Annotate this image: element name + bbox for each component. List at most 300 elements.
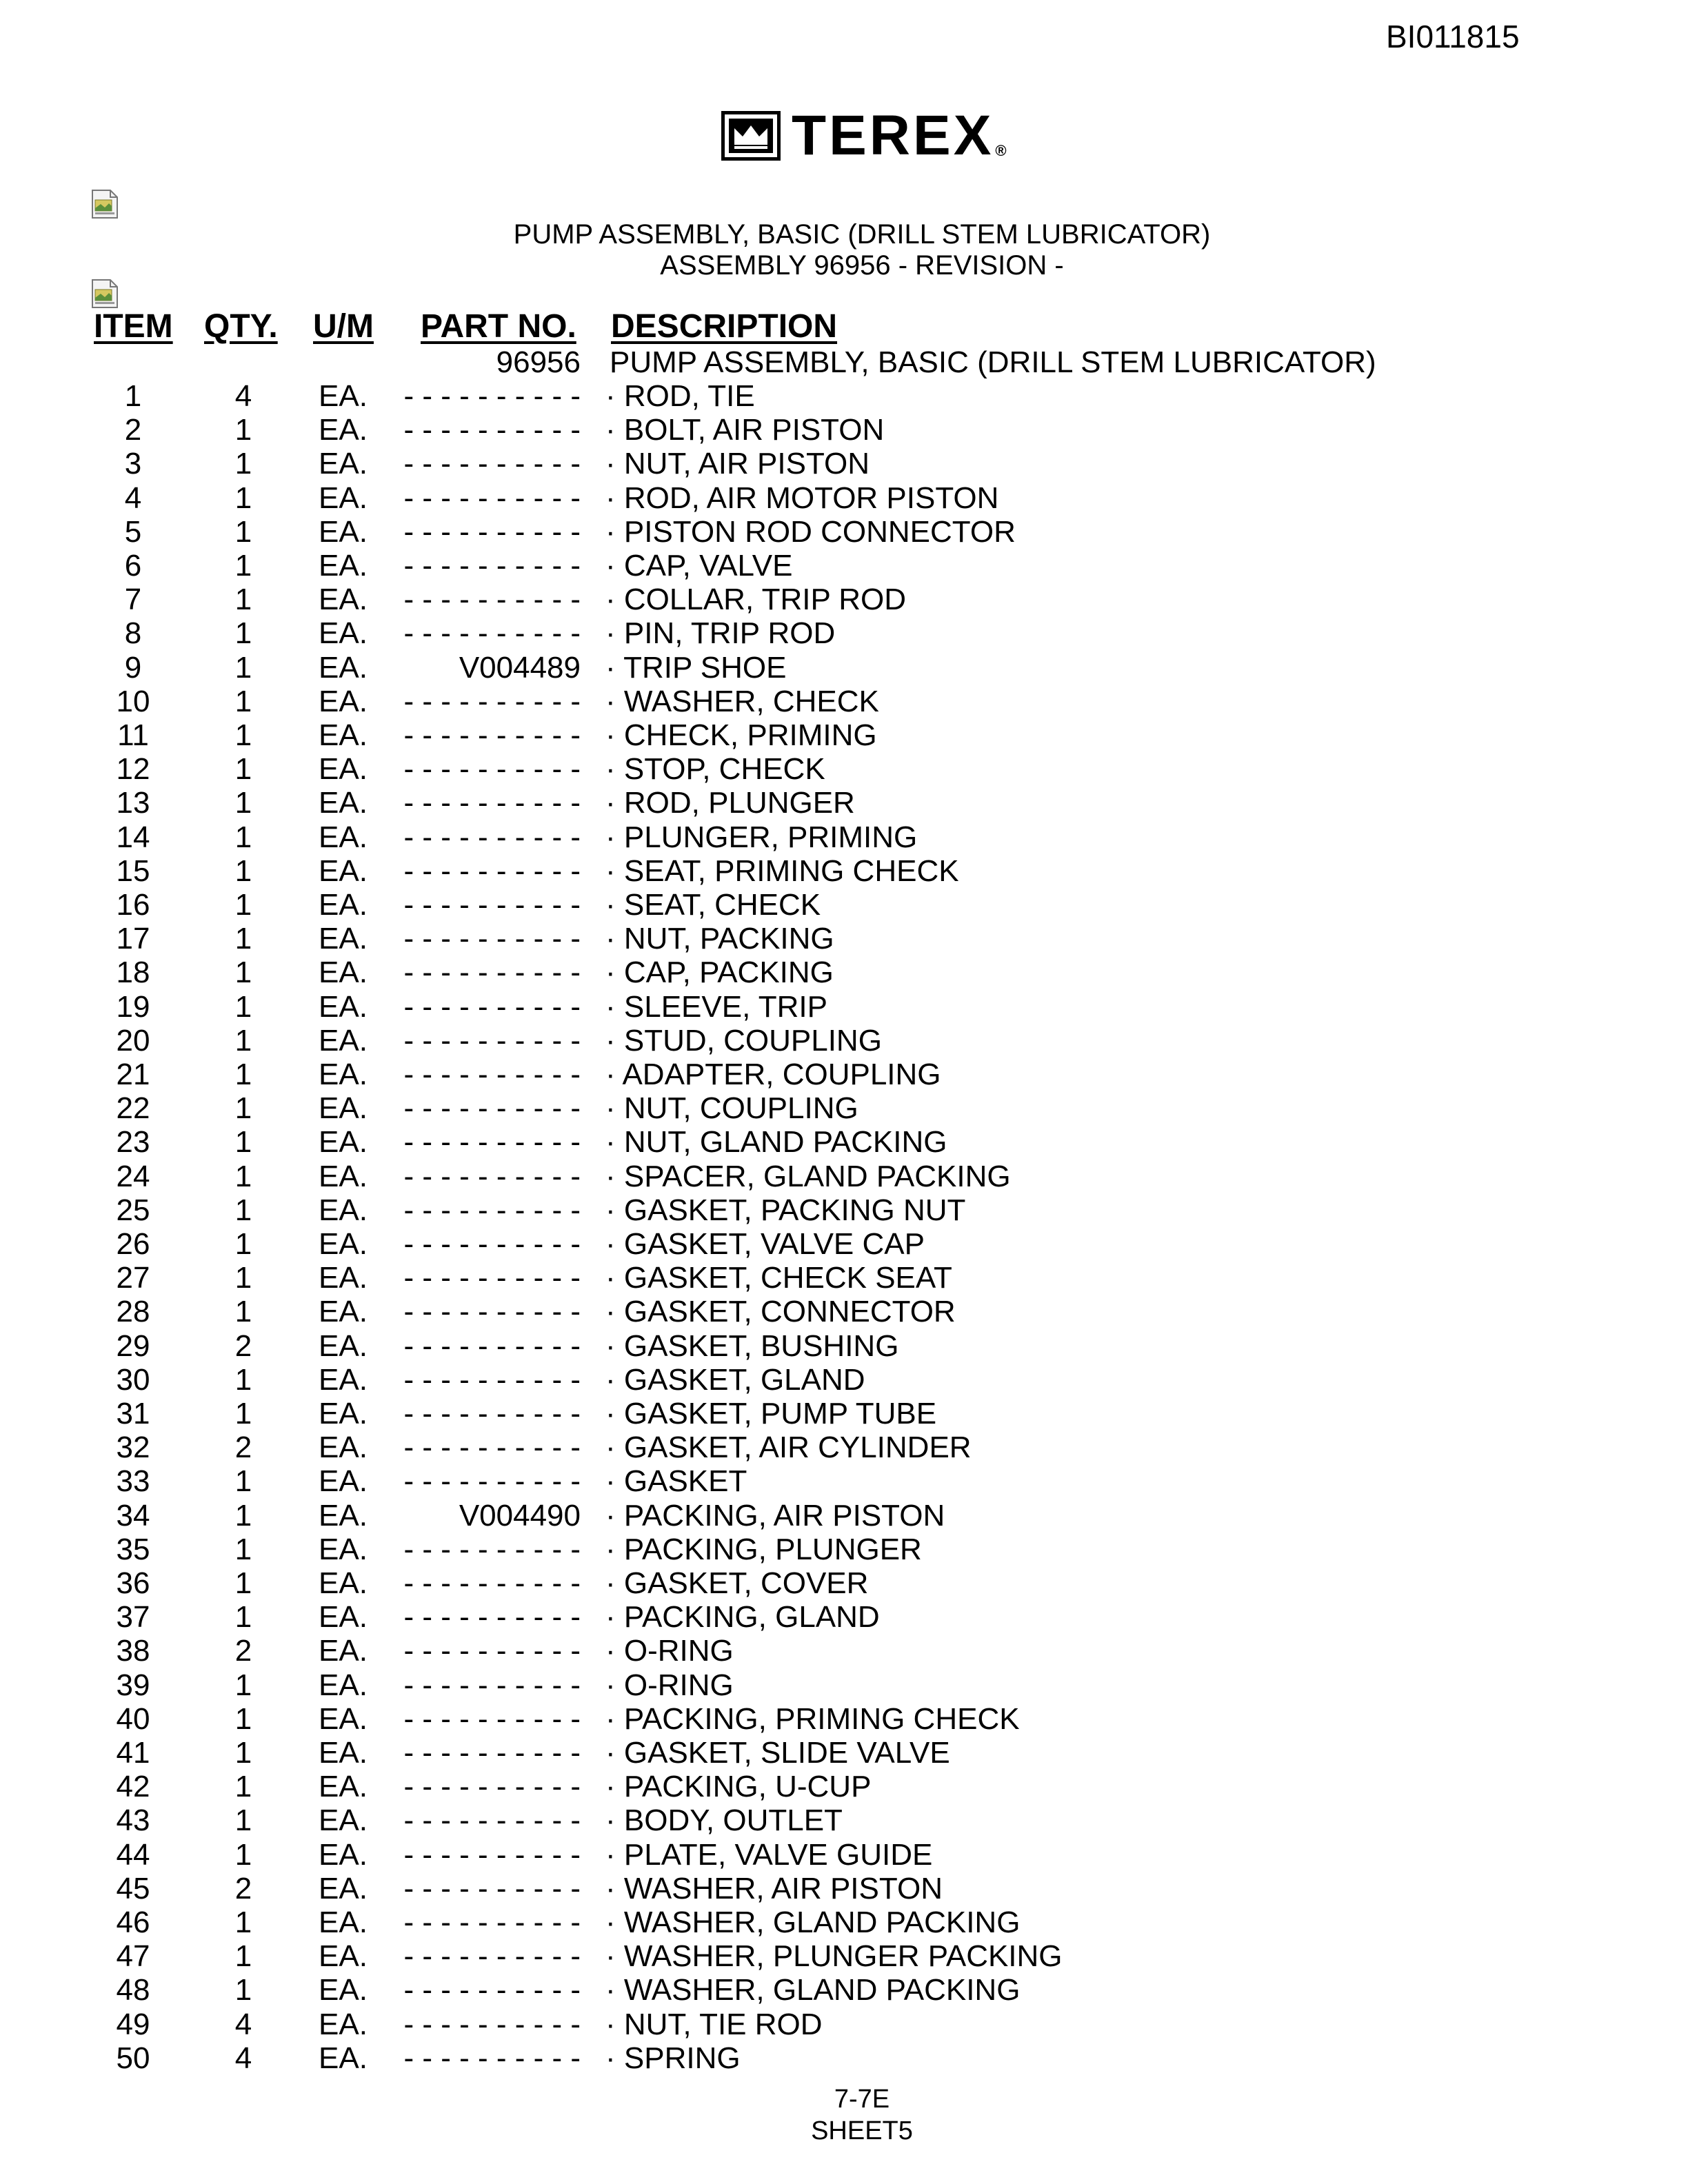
table-row (0, 449, 1688, 483)
table-row (0, 1263, 1688, 1297)
part-no-cell: - - - - - - - - - - (403, 1770, 581, 1804)
part-no-cell: - - - - - - - - - - (403, 1023, 581, 1058)
table-row (0, 1127, 1688, 1161)
table-row (0, 1060, 1688, 1093)
part-no-cell: - - - - - - - - - - (403, 549, 581, 583)
description-cell: · NUT, TIE ROD (605, 2007, 823, 2041)
item-cell: 32 (116, 1430, 150, 1465)
qty-cell: 1 (234, 820, 252, 854)
table-row (0, 1701, 1688, 1738)
um-cell: EA. (319, 1871, 368, 1905)
part-no-cell: - - - - - - - - - - (403, 820, 581, 854)
description-cell: · COLLAR, TRIP ROD (605, 583, 907, 617)
description-cell: · WASHER, GLAND PACKING (605, 1973, 1021, 2008)
description-cell: · SEAT, CHECK (605, 888, 821, 922)
qty-cell: 1 (234, 1668, 252, 1702)
description-cell: · GASKET, PUMP TUBE (605, 1397, 937, 1430)
um-cell: EA. (319, 1464, 368, 1499)
description-cell: · GASKET, CONNECTOR (605, 1295, 956, 1329)
um-cell: EA. (319, 956, 368, 990)
description-cell: · PACKING, AIR PISTON (605, 1498, 945, 1533)
item-cell: 48 (116, 1973, 150, 2008)
um-cell: EA. (319, 1566, 368, 1600)
table-row (0, 1636, 1688, 1670)
table-row (0, 1466, 1688, 1500)
part-no-cell: - - - - - - - - - - (403, 786, 581, 820)
item-cell: 28 (116, 1295, 150, 1329)
qty-cell: 1 (234, 1125, 252, 1160)
item-cell: 46 (116, 1905, 150, 1939)
qty-cell: 1 (234, 718, 252, 752)
item-cell: 14 (116, 820, 150, 854)
part-no-cell: - - - - - - - - - - (403, 1261, 581, 1295)
um-cell: EA. (319, 481, 368, 515)
um-cell: EA. (319, 1837, 368, 1872)
qty-cell: 1 (234, 481, 252, 515)
table-row (0, 1837, 1688, 1874)
um-cell: EA. (319, 718, 368, 752)
table-row (0, 720, 1688, 754)
description-cell: · WASHER, PLUNGER PACKING (605, 1939, 1063, 1974)
description-cell: · ROD, PLUNGER (605, 786, 855, 820)
document-icon[interactable] (91, 189, 119, 219)
description-cell: · STOP, CHECK (605, 752, 825, 787)
part-no-cell: - - - - - - - - - - (403, 1736, 581, 1770)
description-cell: · WASHER, GLAND PACKING (605, 1905, 1021, 1939)
part-no-cell: - - - - - - - - - - (403, 922, 581, 956)
um-cell: EA. (319, 650, 368, 685)
qty-cell: 1 (234, 1227, 252, 1261)
item-cell: 49 (116, 2007, 150, 2041)
qty-cell: 1 (234, 752, 252, 787)
qty-cell: 1 (234, 1261, 252, 1295)
table-row (0, 1772, 1688, 1806)
item-cell: 21 (116, 1058, 150, 1091)
table-row (0, 1568, 1688, 1602)
qty-cell: 1 (234, 1159, 252, 1193)
item-cell: 2 (124, 413, 142, 447)
table-row (0, 1738, 1688, 1772)
brand-name: TEREX (792, 104, 994, 167)
qty-cell: 1 (234, 616, 252, 651)
um-cell: EA. (319, 1532, 368, 1566)
um-cell: EA. (319, 1770, 368, 1804)
qty-cell: 1 (234, 922, 252, 956)
um-cell: EA. (319, 1159, 368, 1193)
part-no-cell: - - - - - - - - - - (403, 1668, 581, 1702)
part-no-cell: - - - - - - - - - - (403, 1193, 581, 1227)
um-cell: EA. (319, 1973, 368, 2008)
page-subtitle: ASSEMBLY 96956 - REVISION - (660, 250, 1064, 281)
item-cell: 31 (116, 1397, 150, 1430)
qty-cell: 1 (234, 1736, 252, 1770)
qty-cell: 1 (234, 1803, 252, 1838)
table-row (0, 684, 1688, 720)
part-no-cell: - - - - - - - - - - (403, 447, 581, 481)
item-cell: 34 (116, 1498, 150, 1533)
um-cell: EA. (319, 1362, 368, 1397)
item-cell: 22 (116, 1091, 150, 1126)
qty-cell: 1 (234, 1532, 252, 1566)
qty-cell: 1 (234, 1091, 252, 1126)
description-cell: · ADAPTER, COUPLING (605, 1058, 941, 1091)
um-cell: EA. (319, 1193, 368, 1227)
qty-cell: 1 (234, 1837, 252, 1872)
item-cell: 4 (124, 481, 142, 515)
um-cell: EA. (319, 1397, 368, 1430)
part-no-cell: - - - - - - - - - - (403, 956, 581, 990)
description-cell: · GASKET, SLIDE VALVE (605, 1736, 950, 1770)
column-header-item: ITEM (94, 308, 173, 345)
description-cell: · O-RING (605, 1634, 734, 1668)
description-cell: · GASKET (605, 1464, 747, 1499)
registered-mark: ® (995, 142, 1007, 159)
part-no-cell: - - - - - - - - - - (403, 1227, 581, 1261)
item-cell: 30 (116, 1362, 150, 1397)
description-cell: · CAP, VALVE (605, 549, 793, 583)
um-cell: EA. (319, 514, 368, 549)
column-header-um: U/M (313, 308, 374, 345)
part-no-cell: - - - - - - - - - - (403, 1328, 581, 1363)
table-row (0, 1670, 1688, 1704)
part-no-cell: - - - - - - - - - - (403, 1125, 581, 1160)
description-cell: · SEAT, PRIMING CHECK (605, 853, 959, 888)
item-cell: 24 (116, 1159, 150, 1193)
um-cell: EA. (319, 820, 368, 854)
qty-cell: 1 (234, 1770, 252, 1804)
table-row (0, 483, 1688, 517)
item-cell: 16 (116, 888, 150, 922)
qty-cell: 1 (234, 853, 252, 888)
qty-cell: 1 (234, 583, 252, 617)
column-header-qty: QTY. (204, 308, 278, 345)
part-no-cell: - - - - - - - - - - (403, 1871, 581, 1905)
part-no-cell: - - - - - - - - - - (403, 379, 581, 413)
um-cell: EA. (319, 853, 368, 888)
um-cell: EA. (319, 1091, 368, 1126)
um-cell: EA. (319, 1634, 368, 1668)
description-cell: · CHECK, PRIMING (605, 718, 877, 752)
description-cell: · GASKET, GLAND (605, 1362, 865, 1397)
part-no-cell: - - - - - - - - - - (403, 1973, 581, 2008)
table-row (0, 1905, 1688, 1941)
description-cell: · SPACER, GLAND PACKING (605, 1159, 1011, 1193)
qty-cell: 1 (234, 1566, 252, 1600)
table-row (0, 1399, 1688, 1433)
description-cell: · GASKET, PACKING NUT (605, 1193, 966, 1227)
item-cell: 45 (116, 1871, 150, 1905)
qty-cell: 1 (234, 888, 252, 922)
qty-cell: 2 (234, 1634, 252, 1668)
table-row (0, 1023, 1688, 1060)
item-cell: 26 (116, 1227, 150, 1261)
part-no-cell: - - - - - - - - - - (403, 1566, 581, 1600)
um-cell: EA. (319, 1227, 368, 1261)
page-number: 7-7E (834, 2085, 890, 2114)
item-cell: 13 (116, 786, 150, 820)
part-no-cell: - - - - - - - - - - (403, 1939, 581, 1974)
item-cell: 18 (116, 956, 150, 990)
qty-cell: 1 (234, 447, 252, 481)
table-row (0, 1362, 1688, 1399)
description-cell: · ROD, AIR MOTOR PISTON (605, 481, 999, 515)
table-row (0, 1093, 1688, 1127)
table-row (0, 2007, 1688, 2043)
um-cell: EA. (319, 1498, 368, 1533)
description-cell: · NUT, COUPLING (605, 1091, 858, 1126)
part-no-cell: - - - - - - - - - - (403, 1159, 581, 1193)
um-cell: EA. (319, 1328, 368, 1363)
table-row (0, 585, 1688, 618)
table-row (0, 1941, 1688, 1975)
description-cell: · O-RING (605, 1668, 734, 1702)
description-cell: · PLATE, VALVE GUIDE (605, 1837, 933, 1872)
table-row (0, 853, 1688, 890)
item-cell: 33 (116, 1464, 150, 1499)
qty-cell: 1 (234, 1464, 252, 1499)
table-row (0, 1328, 1688, 1365)
table-row (0, 1498, 1688, 1535)
part-no-cell: - - - - - - - - - - (403, 1634, 581, 1668)
part-no-cell: - - - - - - - - - - (403, 888, 581, 922)
part-no-cell: V004489 (459, 650, 581, 685)
part-no-cell: - - - - - - - - - - (403, 514, 581, 549)
item-cell: 39 (116, 1668, 150, 1702)
qty-cell: 1 (234, 549, 252, 583)
description-cell: · STUD, COUPLING (605, 1023, 882, 1058)
description-cell: · PACKING, PLUNGER (605, 1532, 922, 1566)
description-cell: · NUT, PACKING (605, 922, 834, 956)
um-cell: EA. (319, 786, 368, 820)
um-cell: EA. (319, 1736, 368, 1770)
um-cell: EA. (319, 888, 368, 922)
item-cell: 42 (116, 1770, 150, 1804)
qty-cell: 4 (234, 379, 252, 413)
qty-cell: 1 (234, 514, 252, 549)
item-cell: 12 (116, 752, 150, 787)
item-cell: 17 (116, 922, 150, 956)
table-row (0, 618, 1688, 652)
item-cell: 40 (116, 1701, 150, 1736)
item-cell: 6 (124, 549, 142, 583)
um-cell: EA. (319, 989, 368, 1024)
part-no-cell: - - - - - - - - - - (403, 1464, 581, 1499)
table-row (0, 381, 1688, 415)
table-row (0, 989, 1688, 1026)
qty-cell: 1 (234, 1397, 252, 1430)
qty-cell: 1 (234, 1193, 252, 1227)
part-no-cell: - - - - - - - - - - (403, 2007, 581, 2041)
part-no-cell: - - - - - - - - - - (403, 583, 581, 617)
qty-cell: 1 (234, 1295, 252, 1329)
qty-cell: 1 (234, 1701, 252, 1736)
assembly-part-no: 96956 (496, 345, 581, 379)
part-no-cell: - - - - - - - - - - (403, 1701, 581, 1736)
um-cell: EA. (319, 1125, 368, 1160)
table-row (0, 1159, 1688, 1195)
qty-cell: 1 (234, 956, 252, 990)
table-row (0, 415, 1688, 449)
um-cell: EA. (319, 922, 368, 956)
item-cell: 25 (116, 1193, 150, 1227)
um-cell: EA. (319, 1261, 368, 1295)
table-row (0, 551, 1688, 585)
part-no-cell: - - - - - - - - - - (403, 413, 581, 447)
document-icon[interactable] (91, 279, 119, 309)
qty-cell: 1 (234, 1600, 252, 1635)
qty-cell: 1 (234, 1023, 252, 1058)
um-cell: EA. (319, 1295, 368, 1329)
part-no-cell: - - - - - - - - - - (403, 481, 581, 515)
description-cell: · PACKING, PRIMING CHECK (605, 1701, 1020, 1736)
item-cell: 20 (116, 1023, 150, 1058)
part-no-cell: - - - - - - - - - - (403, 1837, 581, 1872)
qty-cell: 1 (234, 989, 252, 1024)
part-no-cell: - - - - - - - - - - (403, 1295, 581, 1329)
description-cell: · PIN, TRIP ROD (605, 616, 836, 651)
part-no-cell: - - - - - - - - - - (403, 853, 581, 888)
table-row (0, 1195, 1688, 1229)
part-no-cell: - - - - - - - - - - (403, 1600, 581, 1635)
description-cell: · GASKET, CHECK SEAT (605, 1261, 952, 1295)
item-cell: 10 (116, 684, 150, 718)
um-cell: EA. (319, 583, 368, 617)
um-cell: EA. (319, 616, 368, 651)
um-cell: EA. (319, 549, 368, 583)
part-no-cell: - - - - - - - - - - (403, 1532, 581, 1566)
item-cell: 19 (116, 989, 150, 1024)
table-row (0, 514, 1688, 551)
part-no-cell: - - - - - - - - - - (403, 684, 581, 718)
qty-cell: 1 (234, 1058, 252, 1091)
description-cell: · PLUNGER, PRIMING (605, 820, 918, 854)
description-cell: · NUT, AIR PISTON (605, 447, 870, 481)
table-row (0, 1430, 1688, 1466)
part-no-cell: - - - - - - - - - - (403, 1430, 581, 1465)
qty-cell: 2 (234, 1328, 252, 1363)
description-cell: · ROD, TIE (605, 379, 755, 413)
um-cell: EA. (319, 1668, 368, 1702)
part-no-cell: - - - - - - - - - - (403, 1905, 581, 1939)
um-cell: EA. (319, 1430, 368, 1465)
description-cell: · SPRING (605, 2041, 741, 2075)
item-cell: 23 (116, 1125, 150, 1160)
um-cell: EA. (319, 1803, 368, 1838)
assembly-description: PUMP ASSEMBLY, BASIC (DRILL STEM LUBRICATOR) (610, 345, 1376, 379)
table-row (0, 1602, 1688, 1636)
table-row (0, 924, 1688, 958)
item-cell: 1 (124, 379, 142, 413)
item-cell: 27 (116, 1261, 150, 1295)
description-cell: · GASKET, COVER (605, 1566, 869, 1600)
item-cell: 41 (116, 1736, 150, 1770)
table-row (0, 1229, 1688, 1263)
part-no-cell: - - - - - - - - - - (403, 752, 581, 787)
description-cell: · BOLT, AIR PISTON (605, 413, 885, 447)
description-cell: · WASHER, CHECK (605, 684, 879, 718)
qty-cell: 1 (234, 650, 252, 685)
description-cell: · PACKING, GLAND (605, 1600, 880, 1635)
table-row (0, 1975, 1688, 2009)
qty-cell: 1 (234, 684, 252, 718)
table-row (0, 788, 1688, 822)
item-cell: 35 (116, 1532, 150, 1566)
um-cell: EA. (319, 413, 368, 447)
description-cell: · WASHER, AIR PISTON (605, 1871, 943, 1905)
sheet-label: SHEET5 (811, 2116, 913, 2145)
qty-cell: 1 (234, 786, 252, 820)
qty-cell: 1 (234, 1905, 252, 1939)
item-cell: 43 (116, 1803, 150, 1838)
terex-crown-icon (721, 111, 781, 161)
table-row (0, 1803, 1688, 1839)
table-row (0, 1297, 1688, 1331)
column-header-part-no: PART NO. (421, 308, 576, 345)
table-row (0, 1871, 1688, 1908)
part-no-cell: - - - - - - - - - - (403, 616, 581, 651)
part-no-cell: - - - - - - - - - - (403, 1397, 581, 1430)
qty-cell: 4 (234, 2041, 252, 2075)
description-cell: · GASKET, BUSHING (605, 1328, 899, 1363)
item-cell: 11 (117, 718, 149, 752)
table-row (0, 822, 1688, 856)
table-row (0, 754, 1688, 788)
item-cell: 36 (116, 1566, 150, 1600)
um-cell: EA. (319, 2041, 368, 2075)
part-no-cell: - - - - - - - - - - (403, 1362, 581, 1397)
table-row (0, 650, 1688, 687)
description-cell: · BODY, OUTLET (605, 1803, 843, 1838)
qty-cell: 1 (234, 1498, 252, 1533)
part-no-cell: - - - - - - - - - - (403, 1803, 581, 1838)
table-row (0, 958, 1688, 991)
um-cell: EA. (319, 1023, 368, 1058)
um-cell: EA. (319, 447, 368, 481)
qty-cell: 2 (234, 1871, 252, 1905)
um-cell: EA. (319, 1058, 368, 1091)
table-row (0, 890, 1688, 924)
item-cell: 8 (124, 616, 142, 651)
part-no-cell: - - - - - - - - - - (403, 1058, 581, 1091)
item-cell: 29 (116, 1328, 150, 1363)
document-id: BI011815 (1386, 19, 1520, 54)
table-row (0, 2043, 1688, 2077)
item-cell: 38 (116, 1634, 150, 1668)
item-cell: 9 (124, 650, 142, 685)
description-cell: · SLEEVE, TRIP (605, 989, 827, 1024)
part-no-cell: - - - - - - - - - - (403, 2041, 581, 2075)
item-cell: 15 (116, 853, 150, 888)
qty-cell: 1 (234, 1362, 252, 1397)
item-cell: 44 (116, 1837, 150, 1872)
item-cell: 7 (124, 583, 142, 617)
item-cell: 3 (124, 447, 142, 481)
qty-cell: 1 (234, 1939, 252, 1974)
um-cell: EA. (319, 2007, 368, 2041)
description-cell: · GASKET, VALVE CAP (605, 1227, 925, 1261)
description-cell: · NUT, GLAND PACKING (605, 1125, 947, 1160)
um-cell: EA. (319, 1600, 368, 1635)
description-cell: · GASKET, AIR CYLINDER (605, 1430, 972, 1465)
qty-cell: 1 (234, 1973, 252, 2008)
qty-cell: 2 (234, 1430, 252, 1465)
um-cell: EA. (319, 752, 368, 787)
item-cell: 37 (116, 1600, 150, 1635)
description-cell: · CAP, PACKING (605, 956, 834, 990)
qty-cell: 1 (234, 413, 252, 447)
table-row (0, 1532, 1688, 1568)
description-cell: · PISTON ROD CONNECTOR (605, 514, 1016, 549)
